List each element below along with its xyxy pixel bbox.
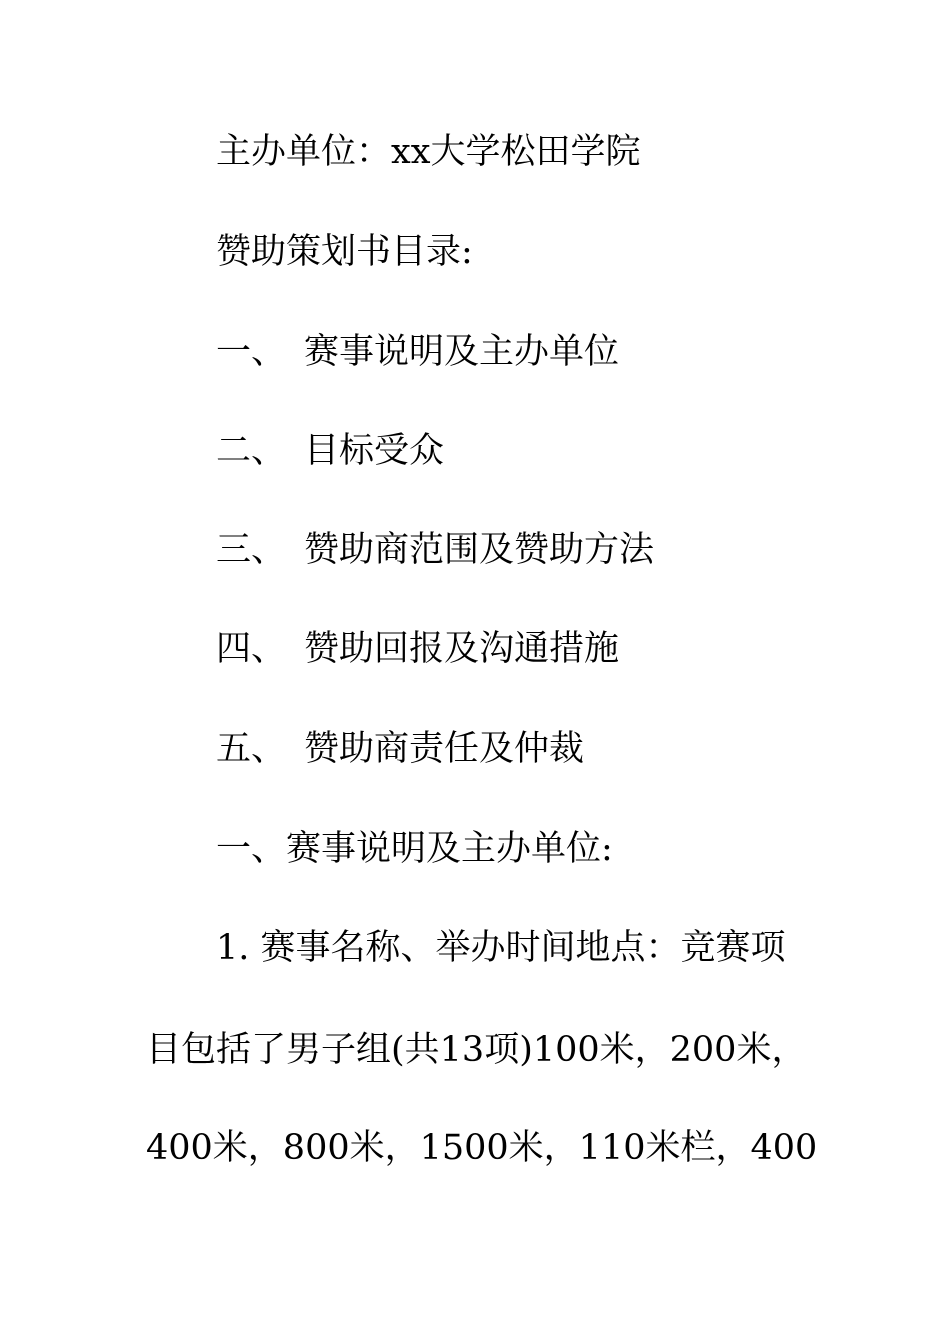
toc-item-text: 目标受众 (304, 431, 445, 471)
toc-item (216, 530, 654, 570)
paragraph-line: 目包括了男子组(共13项)100米，200米， (146, 1030, 807, 1070)
toc-item-number: 二、 (216, 431, 287, 471)
toc-item-number: 一、 (216, 332, 287, 372)
toc-item (216, 431, 444, 471)
toc-item-number: 四、 (216, 629, 287, 669)
toc-item-number: 三、 (216, 530, 287, 570)
toc-item (216, 332, 619, 372)
paragraph-line: 1. 赛事名称、举办时间地点：竞赛项 (216, 928, 786, 968)
toc-item-text: 赛事说明及主办单位 (304, 332, 620, 372)
toc-item-text: 赞助商责任及仲裁 (304, 729, 585, 769)
toc-title: 赞助策划书目录: (216, 232, 473, 272)
toc-item (216, 629, 619, 669)
section-heading: 一、赛事说明及主办单位: (216, 829, 613, 869)
toc-item-text: 赞助回报及沟通措施 (304, 629, 620, 669)
toc-item-text: 赞助商范围及赞助方法 (304, 530, 655, 570)
paragraph-line: 400米，800米，1500米，110米栏，400 (146, 1128, 818, 1168)
toc-item (216, 729, 584, 769)
toc-item-number: 五、 (216, 729, 287, 769)
organizer-line: 主办单位：xx大学松田学院 (216, 132, 641, 172)
